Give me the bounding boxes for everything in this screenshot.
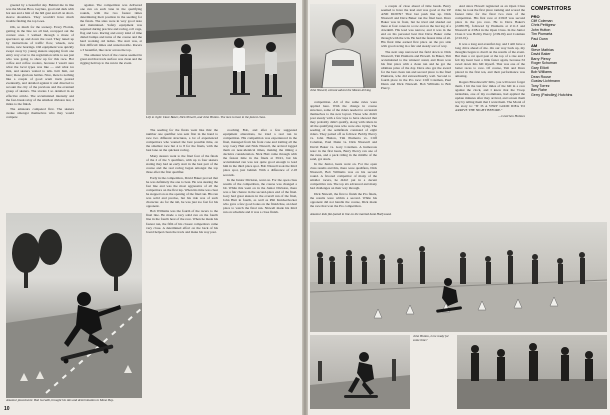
list-item: Roger Schuman [531,61,557,65]
paragraph: The amateur level of the course seemed in great and that track surface was clean and the rigging held up to the run in the event. [80,53,142,66]
racers-photo [146,3,296,115]
list-item: Gary Elliott [531,65,549,70]
competitors-results-box [531,4,607,212]
list-item: Dean Rouse [531,74,551,79]
paragraph: Bob Williams was the fourth of the racers to the final line. He made a very solid run on the fourth line in the fourth heat of the race. When he made his fastest run, the fifth of his closest competitors came very close. A determined effort on the back of his board helped clean the track and make his way past. [146,209,218,234]
list-item: David Baker [531,52,551,56]
portrait-caption: John Niswell, entrant advent the Moran driving [310,89,371,92]
paragraph: In the Junior Division, went on. For the open class results of the competition, the course was changed a bit. While this went on in the Junior Division, there was a fair chance in the second-place end of the final. Gary had great skaters in the overall run of the final, John Hutt in fourth, as well as Phil Knickerbocker who gave a few good looks on the finish line, an ideal place to watch the final run. Niswell made his third run on schedule and it was a close finish. [223,178,297,215]
list-item: Cliff Coleman [531,18,553,23]
racers-illustration [146,3,296,115]
downhill-photo-caption: Amateur placements: Bob Geraldi, brought his skis and determination to Mono Bay. [6,399,114,402]
paragraph: Early in the competition, David Baker proved that he was definitely the one to beat. He was skating the fast line and was the most aggressive of all the competitors on the first lap. When his time was clear he stepped on as the opening of the final run. His run was solid and precise, but his ride was of such character. As for the tail, he was just too fast for his opponent. [146,175,218,208]
portrait-photo [310,4,376,88]
paragraph: against. The competition was delivered one run on each lane in the qualifying rounds, with the two fastest times determining their position in the seeding for the finals. The sites were in very good taste and maintained. Safety equipment was required during practice and racing, roll cage, flag and lace. Racing and every kind of time dialed bumps and turns of the course and the hard working old ladies. The start was, at first difficult times and unnoticeable. Racers a 3 beautiful, like racer across the top. [80,3,142,52]
list-item: Steve Mathias [531,47,554,52]
results-am-heading: AM [531,42,538,48]
spectators-photo [457,335,607,409]
list-item: Tony Torrez [531,83,550,88]
author-signoff: —Gretchen Holmes [498,113,525,118]
paragraph: Rogers Bloodsworth' hills, you will never forget them. I hit the last few miles of the hill in a race against the clock, and I knew that the Troop turntables, one of my roommates, had applied the update minutes after they arrived, and screen them way by telling them that I want them. The Moral of the story is: "IT IS A VERY GOOD IDEA TO ARRIVE THE NIGHT BEFORE." [455,79,525,113]
crowd-illustration [310,222,607,332]
racers-photo-caption: Left to right: Dave Baker, Dick Niswell, and John Hutton. The men to beat in the fastest class. [146,116,266,119]
paragraph: a couple of close ahead of time heads. Barry seemed to have the lead and was good at the UP AND DOWN? That last push line up. Dick Nisswell and Dave Baker ran the final heat. Dave Baker was in front, but he tried and shaded out there at four cones in a row and on the last leg of a downhill. His lead was narrow, and it was in the end on his personal best that Dave Baker came through with the win. He had the fastest time of all. His final time earned first place on the pro side with good racing in a fair and steady sort of way. [381,4,451,49]
am-list [531,48,607,98]
crowd-photo-caption: Amateur kids flat-footed in line on the marked bank Hollywood. [310,213,392,216]
right-text-column-1 [310,100,377,212]
paragraph: And since Howell registered as an Open Class rider, he took the first place ranking and scored the fastest time for the final two runs of the competition. His first race at 2:09.8 was second place in the pro race. He is Dave Baker's (2.086.78), followed by Piumarta at 2:11.3 and Nisswell at 2:08.4 in the Open Class. In the Junior Class it was Bobby Piercy (2:09.09) and Coleman (2:10.01). [455,4,525,41]
list-item: Paul Dunn [531,36,548,41]
right-text-column-2 [381,4,451,212]
right-page [307,0,610,415]
rider-illustration [310,335,410,409]
list-item: Bob Williams [531,70,552,74]
paragraph: The seeding for the finals went like this: the number one qualifier was sent first in the hand to race two different structures, a lot of experienced competitors who wanted the best possible time, on the smallest race but 4 to 8 for the finals, with the best lane on the quickest racing. [146,128,218,153]
paragraph: It was a long and eventful day, and I still have a long drive ahead of me. On our way back up, my thoughts began to dwell on the results of the event. But then a car sped past at the top of a rise and I felt my heart beat a little faster again, because I'd raced down this hill myself. That was one of the better races to race. Of course, Tim and Dave placed in the first ten, and their performance was amazing. [455,41,525,79]
rider-photo-caption: John Hutton, is he ready for some time? [413,335,449,342]
list-item: Ben Rahe [531,88,547,92]
list-item: Barry Piercy [531,56,551,61]
left-text-column-2 [80,3,142,103]
paragraph: coaching Bob, and after a few suggested equipment alterations, he tried a real run in competition. His competition was experienced in the final, managed from his front cone and trailing all the way. Gary Hutt and Nick Niswell, the arrived logged them on near-identical times, making the timing a decisive consideration. Nick Hutt came through with the fastest time in the finals at 39.91, but his accumulated run was not quite good enough to lead him in the third place spot. Bob Niswell took the third place spot, just behind. With a difference of 2.18 seconds. [223,128,297,177]
crowd-photo [310,222,607,332]
downhill-action-photo [6,213,142,398]
portrait-illustration [310,4,376,88]
skater-illustration [6,213,142,398]
paragraph: Dick Niswell, the first to finish the Pro finals, the results were within a second. While his opponent did not handle the course, Dick made the race that won the Pro competition. [310,192,377,209]
list-item: Gerry (Patrolley) Hutchins [531,92,573,97]
paragraph: The next step narrowed the field down to Dick Nisswell, Tim Piumarta and Howell. In Baker, Tim accumulated to the winners' stand, and Dave won his first place with a clean run and he got the ultimate prize of the day. Dave also got the award for the best clean run and second place to the final Piumarta, who did extraordinarily well. Second to fourth place in the Pro race: Cliff Coleman, Paul Dunn and Dick Nisswell. Bob Williams is Bob Piercy. [381,50,451,91]
rider-photo [310,335,410,409]
left-page [0,0,303,415]
left-text-column-1 [6,3,74,213]
results-title: COMPETITORS [531,6,572,12]
paragraph: competition. All of the same rules were applied here. With the change in course structure, some of the riders needed to accustom themselves to the new layout. Those who didn't post steady with a few laps to have showed that they probably didn't qualify, along with riders in all the qualifying runs who were also trying. The seeding of the semifinals consisted of eight riders. They paired off as follows: Bobby Piercy vs. John Hutton, Tim Piumarta vs. Cliff Coleman, Paul Dunn vs. Dick Nisswell and David Baker vs. Gary Coleman. A humorous note: in the first heats, Barry Piercy ran one of the runs, and a pack riding in the middle of the sand, got stuck. [310,100,377,161]
results-pro-heading: PRO [531,13,540,19]
list-item: John Hutton [531,27,551,32]
list-item: Gustav Lichtmann [531,79,560,83]
paragraph: OK, so much for the scenery. Every Florida, getting in the line we all had, recapped out the contest area. I walked through a maze of spectators up and down the road. They tuned up by instructions of traffic flow, wheels, new trucks, new bearings. Old equipment was quickly swept away by young skaters stepping from one entry way over to the registration table to see just who was going to show up for this race. Hot coffee and coffee coolers, because I wasn't sure what the local types was like — and what ice mix, and skaters waited to talk. Isn't him, out here; those glorious bettles. Nice, there is nothing like a couple of good scam truck poured eventually, and detailed against it and directed to recount the city of the previous and the eventual group of skaters. The stories I so detailed in an effective article. The accumulated intensity and the fast-break relay of the smallest division last, 4 miles to the finish. [6,24,74,106]
spectators-illustration [457,335,607,409]
list-item: Tim Piumarta [531,32,553,36]
paragraph: greeted by a beautiful day. Behind me in line was the Moran Bros. Gaylure, good and dark with hot sun and a hint of the hill gust and all on short-sleeve shoulders. They wouldn't have much trouble finding the top Goes. [6,3,74,24]
paragraph: Many skaters went to the final four of the finals of the 2 of the 5 qualifiers, with up to four skaters stating they had an early start in the best part of the course and the real racing began amongst the top three after the first qualifier. [146,153,218,174]
right-text-column-3 [455,4,525,212]
pro-list [531,19,607,42]
left-text-column-4 [223,128,297,415]
page-number-left: 10 [4,406,10,412]
left-text-column-3 [146,128,218,415]
paragraph: In the Junior, heats went on. For the open class results and this, there were qualifiers, Dick Nisswell, Bob Williams was on his second round. A favored competitor of many of the smaller racers, he didn't put in a decent competitive run. The top six advanced and many had challenges on their way through. [310,162,377,191]
list-item: Chris Pettigrew [531,23,556,27]
paragraph: The amateurs competed first. The skaters awake amongst themselves who they would compete [6,107,74,120]
